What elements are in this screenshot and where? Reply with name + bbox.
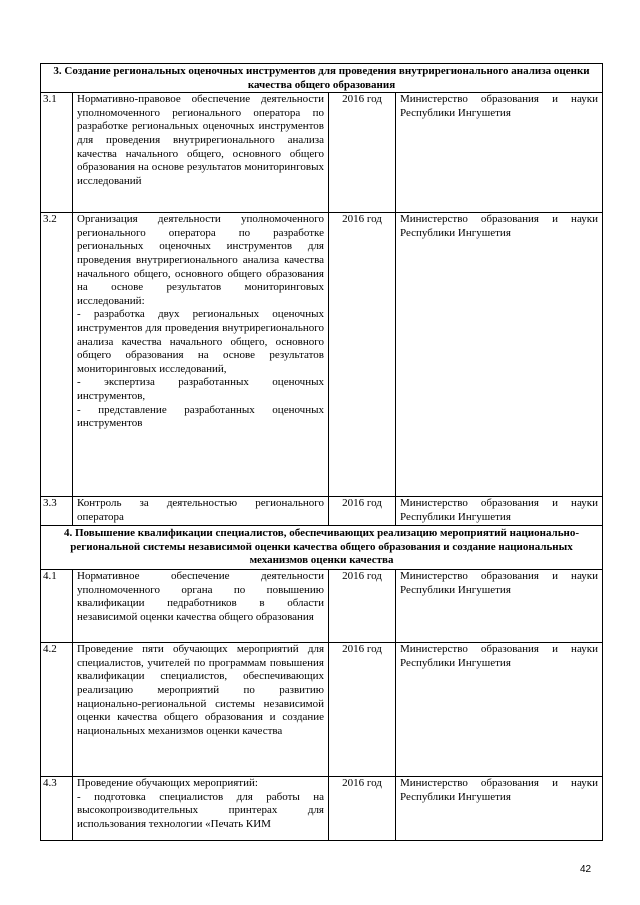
table-row bbox=[41, 777, 603, 841]
row-description: Контроль за деятельностью регионального оператора bbox=[73, 497, 329, 526]
row-description bbox=[73, 213, 329, 497]
row-deadline: 2016 год bbox=[329, 570, 396, 643]
plan-table bbox=[40, 63, 603, 841]
description-line: - подготовка специалистов для работы на высокопроизводительных принтерах для использования технологии «Печать КИМ bbox=[77, 790, 324, 830]
table-row bbox=[41, 570, 603, 643]
row-number: 4.2 bbox=[41, 643, 73, 777]
page-number: 42 bbox=[580, 864, 592, 875]
row-number: 4.1 bbox=[41, 570, 73, 643]
row-responsible: Министерство образования и науки Республики Ингушетия bbox=[396, 777, 603, 841]
table-row bbox=[41, 643, 603, 777]
row-description: Проведение пяти обучающих мероприятий для специалистов, учителей по программам повышения квалификации специалистов, обеспечивающих реализацию мероприятий по развитию национально-региональной системы независимой оценки качества общего образования и создание национальных механизмов оценки качества bbox=[73, 643, 329, 777]
row-deadline: 2016 год bbox=[329, 93, 396, 213]
table-row bbox=[41, 213, 603, 497]
row-responsible: Министерство образования и науки Республики Ингушетия bbox=[396, 93, 603, 213]
row-responsible: Министерство образования и науки Республики Ингушетия bbox=[396, 213, 603, 497]
section-header-row bbox=[41, 526, 603, 570]
row-description bbox=[73, 777, 329, 841]
row-deadline: 2016 год bbox=[329, 777, 396, 841]
row-number: 3.2 bbox=[41, 213, 73, 497]
row-number: 4.3 bbox=[41, 777, 73, 841]
row-responsible: Министерство образования и науки Республики Ингушетия bbox=[396, 643, 603, 777]
row-responsible: Министерство образования и науки Республики Ингушетия bbox=[396, 570, 603, 643]
row-deadline: 2016 год bbox=[329, 497, 396, 526]
row-description: Нормативно-правовое обеспечение деятельности уполномоченного регионального оператора по разработке региональных оценочных инструментов для проведения внутрирегионального анализа качества начального общего, основного общего образования на основе результатов мониторинговых исследований bbox=[73, 93, 329, 213]
description-line: Организация деятельности уполномоченного регионального оператора по разработке региональных оценочных инструментов для проведения внутрирегионального анализа качества начального общего, основного общего образования на основе результатов мониторинговых исследований: bbox=[77, 213, 324, 307]
row-deadline: 2016 год bbox=[329, 643, 396, 777]
description-line: - экспертиза разработанных оценочных инструментов, bbox=[77, 376, 324, 402]
section-3-title: 3. Создание региональных оценочных инструментов для проведения внутрирегионального анализа оценки качества общего образования bbox=[41, 64, 603, 93]
table-row bbox=[41, 93, 603, 213]
section-4-title: 4. Повышение квалификации специалистов, обеспечивающих реализацию мероприятий национально-региональной системы независимой оценки качества общего образования и создание национальных механизмов оценки качества bbox=[41, 526, 603, 570]
row-number: 3.1 bbox=[41, 93, 73, 213]
description-line: - представление разработанных оценочных инструментов bbox=[77, 403, 324, 430]
row-deadline: 2016 год bbox=[329, 213, 396, 497]
row-description: Нормативное обеспечение деятельности уполномоченного органа по повышению квалификации педработников в области независимой оценки качества общего образования bbox=[73, 570, 329, 643]
description-line: - разработка двух региональных оценочных инструментов для проведения внутрирегионального анализа качества начального общего, основного общего образования на основе результатов мониторинговых исследований, bbox=[77, 308, 324, 375]
description-line: Проведение обучающих мероприятий: bbox=[77, 777, 258, 790]
row-responsible: Министерство образования и науки Республики Ингушетия bbox=[396, 497, 603, 526]
table-row bbox=[41, 497, 603, 526]
section-header-row bbox=[41, 64, 603, 93]
row-number: 3.3 bbox=[41, 497, 73, 526]
